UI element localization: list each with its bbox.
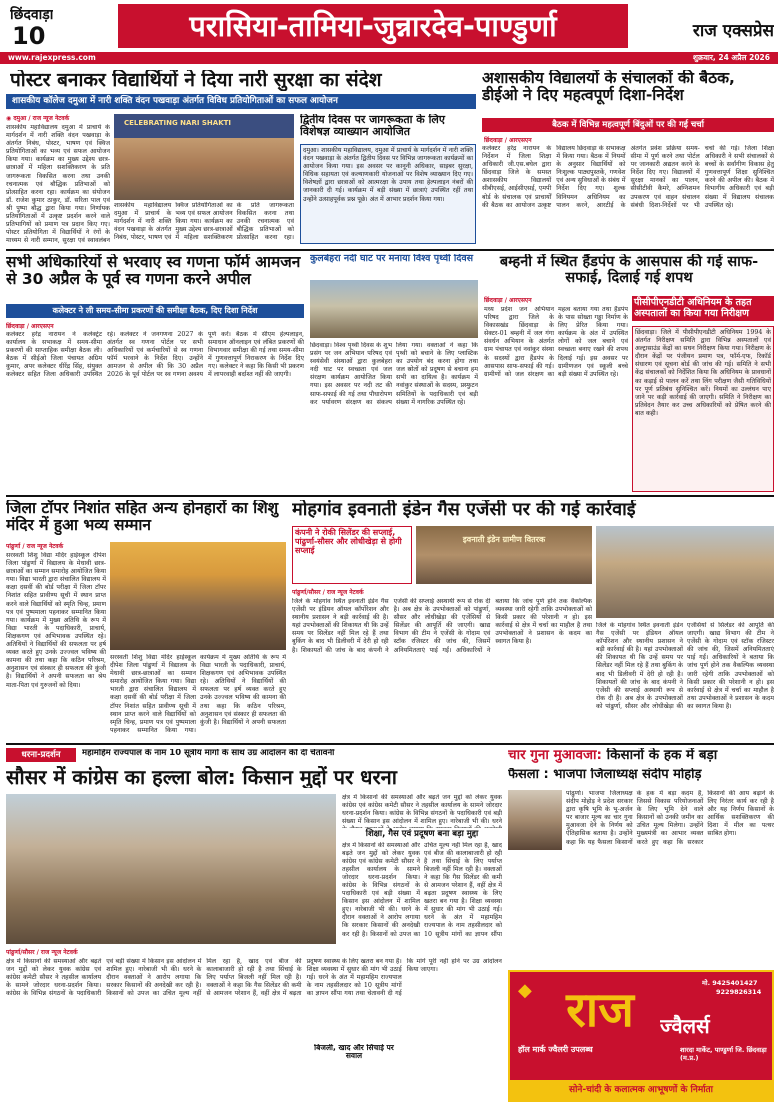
story-topper-samman <box>6 500 286 740</box>
story8-body: जिले के मोहगांव स्थित इवनाती इंडेन गैस एजेंसी पर इंडियन ऑयल कॉर्पोरेशन और स्थानीय प्रशासन ने बड़ी कार्रवाई की है। यहां उपभोक्ताओं की शिकायत थी कि उन्हें समय पर सिलेंडर नहीं मिल रहे हैं तथा बुकिंग के बाद भी डिलीवरी में देरी हो रही है। शिकायतों की जांच के बाद कंपनी ने एजेंसी की सप्लाई अस्थायी रूप से रोक दी है। अब क्षेत्र के उपभोक्ताओं को पांढुर्णा, सौसर और लोधीखेड़ा की एजेंसियों से सिलेंडर की आपूर्ति की जाएगी। खाद्य विभाग की टीम ने एजेंसी के गोदाम एवं स्टॉक रजिस्टर की जांच की, जिसमें अनियमितताएं पाई गईं। अधिकारियों ने बताया कि जांच पूर्ण होने तक वैकल्पिक व्यवस्था जारी रहेगी ताकि उपभोक्ताओं को किसी प्रकार की परेशानी न हो। इस कार्रवाई से क्षेत्र में चर्चा का माहौल है तथा उपभोक्ताओं ने प्रशासन के कदम का स्वागत किया है। <box>292 598 592 654</box>
masthead-city: छिंदवाड़ा <box>10 7 54 23</box>
story6-headline: पीसीपीएनडीटी अधिनियम के तहत अस्पतालों का किया गया निरीक्षण <box>632 296 774 321</box>
divider <box>6 743 774 745</box>
story-bamhani-handpump <box>484 254 774 492</box>
story-gas-agency <box>292 500 774 740</box>
story7-byline: पांढुर्णा / राज न्यूज नेटवर्क <box>6 543 64 550</box>
masthead-paper-name: राज एक्सप्रेस <box>692 21 774 41</box>
story1-body-cont: शासकीय महाविद्यालय दमुआ में प्राचार्य के मार्गदर्शन में नारी शक्ति वंदन पखवाड़ा के अंतर्गत निबंध, पोस्टर, भाषण एवं क्विज प्रतियोगिताओं का भव्य एवं सफल आयोजन किया गया। कार्यक्रम का मुख्य उद्देश्य छात्र-छात्राओं में महिला सशक्तिकरण के प्रति जागरूकता विकसित करना तथा उनकी रचनात्मक एवं बौद्धिक प्रतिभाओं को प्रोत्साहित करना रहा। <box>114 202 294 242</box>
story10-body: पांढुर्णा। भाजपा जिलाध्यक्ष संदीप मोहोड़ ने प्रदेश सरकार द्वारा कृषि भूमि के भू-अर्जन पर बाजार मूल्य का चार गुना मुआवजा देने के निर्णय को ऐतिहासिक बताया है। उन्होंने कहा कि यह फैसला किसानों के हक में बड़ा कदम है, जिससे विकास परियोजनाओं के लिए भूमि देने वाले किसानों को उनकी जमीन का उचित मूल्य मिलेगा। उन्होंने मुख्यमंत्री का आभार व्यक्त करते हुए कहा कि सरकार किसानों की आय बढ़ाने के लिए निरंतर कार्य कर रही है और यह निर्णय किसानों के आर्थिक सशक्तिकरण की दिशा में मील का पत्थर साबित होगा। <box>566 790 774 846</box>
story10-headline-b: फैसला : भाजपा जिलाध्यक्ष संदीप मोहोड़ <box>508 768 702 782</box>
story9-kicker-tag: धरना-प्रदर्शन <box>6 748 76 762</box>
story9-body: क्षेत्र में किसानों की समस्याओं और बढ़ते जन मुद्दों को लेकर युवक कांग्रेस एवं कांग्रेस कमेटी सौसर ने तहसील कार्यालय के सामने जोरदार धरना-प्रदर्शन किया। कांग्रेस के विभिन्न संगठनों के पदाधिकारी एवं बड़ी संख्या में किसान इस आंदोलन में शामिल हुए। नारेबाजी भी की। धरने के दौरान वक्ताओं ने आरोप लगाया कि सरकार किसानों की अनदेखी कर रही है। किसानों को उपज का उचित मूल्य नहीं मिल रहा है, खाद एवं बीज की कालाबाजारी हो रही है तथा सिंचाई के लिए पर्याप्त बिजली नहीं मिल रही है। वक्ताओं ने कहा कि गैस सिलेंडर की कमी से आमजन परेशान हैं, वहीं क्षेत्र में बढ़ता प्रदूषण स्वास्थ्य के लिए खतरा बन गया है। शिक्षा व्यवस्था में सुधार की मांग भी उठाई गई। धरने के अंत में महामहिम राज्यपाल के नाम तहसीलदार को 10 सूत्रीय मांगों का ज्ञापन सौंपा गया तथा चेतावनी दी गई कि मांगें पूरी नहीं होने पर उग्र आंदोलन किया जाएगा। <box>6 958 502 998</box>
story3-byline: छिंदवाड़ा / आरएसएन <box>6 323 54 330</box>
story8-photo-caption: कंपनी ने रोकी सिलेंडर की सप्लाई, पांढुर्णा-सौसर और लोधीखेड़ा से होगी सप्लाई <box>295 528 402 555</box>
story8-photo-signboard <box>416 526 592 584</box>
story5-headline: बम्हनी में स्थित हैंडपंप के आसपास की गई साफ-सफाई, दिलाई गई शपथ <box>499 254 759 287</box>
story1-byline-text: दमुआ / राज न्यूज नेटवर्क <box>13 115 70 122</box>
story3-headline: सभी अधिकारियों से भरवाए स्व गणना फॉर्म आमजन से 30 अप्रैल के पूर्व स्व गणना करने अपील <box>6 254 301 289</box>
story7-headline: जिला टॉपर निशांत सहित अन्य होनहारों का शिशु मंदिर में हुआ भव्य सम्मान <box>6 500 279 535</box>
story9-body-side2: क्षेत्र में किसानों की समस्याओं और बढ़ते जन मुद्दों को लेकर युवक कांग्रेस एवं कांग्रेस कमेटी सौसर ने तहसील कार्यालय के सामने जोरदार धरना-प्रदर्शन किया। कांग्रेस के विभिन्न संगठनों के पदाधिकारी एवं बड़ी संख्या में किसान इस आंदोलन में शामिल हुए। नारेबाजी भी की। धरने के दौरान वक्ताओं ने आरोप लगाया कि सरकार किसानों की अनदेखी कर रही है। किसानों को उपज का उचित मूल्य नहीं मिल रहा है, खाद एवं बीज की कालाबाजारी हो रही है तथा सिंचाई के लिए पर्याप्त बिजली नहीं मिल रही है। वक्ताओं ने कहा कि गैस सिलेंडर की कमी से आमजन परेशान हैं, वहीं क्षेत्र में बढ़ता प्रदूषण स्वास्थ्य के लिए खतरा बन गया है। शिक्षा व्यवस्था में सुधार की मांग भी उठाई गई। धरने के अंत में महामहिम राज्यपाल के नाम तहसीलदार को 10 सूत्रीय मांगों का ज्ञापन सौंपा <box>342 841 502 938</box>
story9-photo-main <box>6 794 336 944</box>
story9-kicker: महामहिम राज्यपाल के नाम 10 सूत्रीय मांगों के साथ उग्र आंदोलन की दी चेतावनी <box>82 749 335 758</box>
story3-body: कलेक्टर हरेंद्र नारायन ने कलेक्ट्रेट कार्यालय के सभाकक्ष में समय-सीमा प्रकरणों की साप्ताहिक समीक्षा बैठक ली। बैठक में सीईओ जिला पंचायत अग्रिम कुमार, अपर कलेक्टर धीरेंद्र सिंह, संयुक्त कलेक्टर सहित जिला अधिकारी उपस्थित रहे। कलेक्टर ने जनगणना 2027 के अंतर्गत स्व गणना पोर्टल पर सभी अधिकारियों एवं कर्मचारियों से स्व गणना फॉर्म भरवाने के निर्देश दिए। उन्होंने आमजन से अपील की कि 30 अप्रैल 2026 के पूर्व पोर्टल पर स्व गणना अवश्य पूर्ण करें। बैठक में सीएम हेल्पलाइन, समाधान ऑनलाइन एवं लंबित प्रकरणों की विभागवार समीक्षा की गई तथा समय-सीमा में गुणवत्तापूर्ण निराकरण के निर्देश दिए गए। कलेक्टर ने कहा कि किसी भी प्रकरण में लापरवाही बर्दाश्त नहीं की जाएगी। <box>6 331 304 379</box>
story10-photo <box>508 790 562 850</box>
story1-subhead: शासकीय कॉलेज दमुआ में नारी शक्ति वंदन पखवाड़ा अंतर्गत विविध प्रतियोगिताओं का सफल आयोजन <box>6 94 476 109</box>
story2-kicker: बैठक में विभिन्न महत्वपूर्ण बिंदुओं पर की गई चर्चा <box>482 118 774 132</box>
story2-byline: छिंदवाड़ा / आरएसएन <box>484 137 532 144</box>
story-swa-ganana <box>6 254 304 492</box>
story6-box <box>632 296 774 492</box>
story10-headline-line1 <box>508 748 774 763</box>
story8-photo-crowd <box>596 526 774 618</box>
story3-subhead: कलेक्टर ने ली समय-सीमा प्रकरणों की समीक्षा बैठक, दिए दिशा निर्देश <box>6 304 304 318</box>
story2-body: कलेक्टर हरेंद्र नारायन के निर्देशन में जिला शिक्षा अधिकारी जी.एस.बघेल द्वारा छिंदवाड़ा जिले के समस्त अशासकीय विद्यालयों सीबीएसई, आईसीएसई, एमपी बोर्ड के संचालक एवं प्राचार्यों की बैठक का आयोजन उत्कृष्ट विद्यालय छिंदवाड़ा के सभाकक्ष में किया गया। बैठक में नियमों के अनुसार विद्यार्थियों को निःशुल्क पाठ्यपुस्तकें, गणवेश एवं अन्य सुविधाओं के संबंध में निर्देश दिए गए। शुल्क विनियमन अधिनियम का पालन करने, आरटीई के अंतर्गत प्रवेश प्रक्रिया समय-सीमा में पूर्ण करने तथा पोर्टल पर जानकारी अद्यतन करने के निर्देश दिए गए। विद्यालयों में सुरक्षा मानकों का पालन, सीसीटीवी कैमरे, अग्निशमन उपकरण एवं वाहन संचालन संबंधी दिशा-निर्देशों पर भी चर्चा की गई। जिला शिक्षा अधिकारी ने सभी संचालकों से बच्चों के सर्वांगीण विकास हेतु गुणवत्तापूर्ण शिक्षा सुनिश्चित करने की अपील की। बैठक में विभागीय अधिकारी एवं बड़ी संख्या में विद्यालय संचालक उपस्थित रहे। <box>482 145 774 209</box>
story2-headline: अशासकीय विद्यालयों के संचालकों की बैठक, डीईओ ने दिए महत्वपूर्ण दिशा-निर्देश <box>482 70 735 105</box>
story9-body-side: क्षेत्र में किसानों की समस्याओं और बढ़ते जन मुद्दों को लेकर युवक कांग्रेस एवं कांग्रेस कमेटी सौसर ने तहसील कार्यालय के सामने जोरदार धरना-प्रदर्शन किया। कांग्रेस के विभिन्न संगठनों के पदाधिकारी एवं बड़ी संख्या में किसान इस आंदोलन में शामिल हुए। नारेबाजी भी की। धरने <box>342 794 502 826</box>
story10-headline-a: किसानों के हक में बड़ा <box>606 748 718 763</box>
story1-headline: पोस्टर बनाकर विद्यार्थियों ने दिया नारी सुरक्षा का संदेश <box>10 70 382 91</box>
story7-body: सरस्वती शिशु विद्या मंदिर हाईस्कूल दीपेश जिला पांढुर्णा में विद्यालय के मेधावी छात्र-छात्राओं का सम्मान समारोह आयोजित किया गया। विद्या भारती द्वारा संचालित विद्यालय में कक्षा दसवीं की बोर्ड परीक्षा में जिला टॉपर निशांत सहित प्रावीण्य सूची में स्थान प्राप्त करने वाले विद्यार्थियों को स्मृति चिन्ह, प्रमाण पत्र एवं पुष्पमाला पहनाकर सम्मानित किया गया। कार्यक्रम में मुख्य अतिथि के रूप में विद्या भारती के पदाधिकारी, प्राचार्य, शिक्षकगण एवं अभिभावक उपस्थित रहे। अतिथियों ने विद्यार्थियों की सफलता पर हर्ष व्यक्त करते हुए उनके उज्ज्वल भविष्य की कामना की तथा कहा कि कठिन परिश्रम, अनुशासन एवं संस्कार ही सफलता की कुंजी है। विद्यार्थियों ने अपनी सफलता का श्रेय माता-पिता एवं गुरुजनों को दिया। <box>6 552 106 689</box>
divider <box>6 249 774 251</box>
ad-footer: हॉल मार्क ज्वैलरी उपलब्ध <box>518 1045 593 1054</box>
divider <box>6 495 774 497</box>
story4-headline: कुलबेहरा नदी घाट पर मनाया विश्व पृथ्वी दिवस <box>310 254 474 264</box>
ad-phone-2: 9229826314 <box>716 988 762 996</box>
signboard-text: इवनाती इंडेन ग्रामीण वितरक <box>462 535 546 544</box>
story9-headline: सौसर में कांग्रेस का हल्ला बोल: किसान मुद्दों पर धरना <box>6 766 397 789</box>
story-char-guna-muavja <box>508 748 774 968</box>
ad-address: शारदा मार्केट, पाण्डुर्णा जि. छिंदवाड़ा (म.प्र.) <box>680 1046 767 1062</box>
story1-body: शासकीय महाविद्यालय दमुआ में प्राचार्य के मार्गदर्शन में नारी शक्ति वंदन पखवाड़ा के अंतर्गत निबंध, पोस्टर, भाषण एवं क्विज प्रतियोगिताओं का भव्य एवं सफल आयोजन किया गया। कार्यक्रम का मुख्य उद्देश्य छात्र-छात्राओं में महिला सशक्तिकरण के प्रति जागरूकता विकसित करना तथा उनकी रचनात्मक एवं बौद्धिक प्रतिभाओं को प्रोत्साहित करना रहा। कार्यक्रम का संयोजन डॉ. राजेश कुमार ठाकुर, डॉ. सरिता पाल एवं श्री पुष्पा बौद्ध द्वारा किया गया। निर्णायक प्रतियोगिताओं में उत्कृष्ट प्रदर्शन करने वाले प्रतिभागियों को प्रमाण पत्र प्रदान किए गए। पोस्टर प्रतियोगिता में विद्यार्थियों ने रंगों के माध्यम से नारी सम्मान, सुरक्षा एवं स्वावलंबन <box>6 124 110 244</box>
story6-body: छिंदवाड़ा। जिले में पीसीपीएनडीटी अधिनियम 1994 के अंतर्गत निरीक्षण समिति द्वारा विभिन्न अस्पतालों एवं अल्ट्रासाउंड केंद्रों का सघन निरीक्षण किया गया। निरीक्षण के दौरान केंद्रों पर पंजीयन प्रमाण पत्र, फॉर्म-एफ, रिकॉर्ड संधारण एवं सूचना बोर्ड की जांच की गई। समिति ने सभी केंद्र संचालकों को निर्देशित किया कि अधिनियम के प्रावधानों का कड़ाई से पालन करें तथा लिंग परीक्षण जैसी गतिविधियों पर पूर्ण प्रतिबंध सुनिश्चित करें। नियमों का उल्लंघन पाए जाने पर कड़ी कार्रवाई की जाएगी। समिति ने निरीक्षण का प्रतिवेदन तैयार कर उच्च अधिकारियों को प्रेषित करने की बात कही। <box>632 326 774 492</box>
masthead-page-number: 10 <box>12 22 46 50</box>
masthead-title: परासिया-तामिया-जुन्नारदेव-पाण्डुर्णा <box>118 4 628 48</box>
ad-gem-icon: ◆ <box>518 980 532 1001</box>
story9-subhead2: बिजली, खाद और सिंचाई पर सवाल <box>306 1044 402 1061</box>
masthead-band <box>0 52 778 64</box>
photo-banner-text: CELEBRATING NARI SHAKTI <box>124 119 232 127</box>
story1-box-body: दमुआ। शासकीय महाविद्यालय, दमुआ में प्राचार्य के मार्गदर्शन में नारी शक्ति वंदन पखवाड़ा के अंतर्गत द्वितीय दिवस पर विभिन्न जागरूकता कार्यक्रमों का आयोजन किया गया। इस अवसर पर कानूनी अधिकार, साइबर सुरक्षा, विधिक सहायता एवं कल्याणकारी योजनाओं पर विशेष व्याख्यान दिए गए। विशेषज्ञों द्वारा छात्राओं को आत्मरक्षा के उपाय तथा हेल्पलाइन नंबरों की जानकारी दी गई। कार्यक्रम में बड़ी संख्या में छात्राएं उपस्थित रहीं तथा उन्होंने उत्साहपूर्वक प्रश्न पूछे। अंत में आभार प्रदर्शन किया गया। <box>300 144 476 244</box>
story8-photo-caption-box <box>292 526 412 584</box>
story7-photo <box>110 542 286 650</box>
story1-photo <box>114 114 294 200</box>
story8-byline: पांढुर्णा/सौसर / राज न्यूज नेटवर्क <box>292 589 364 596</box>
story5-byline: छिंदवाड़ा / आरएसएन <box>484 297 532 304</box>
story7-body-cont: सरस्वती शिशु विद्या मंदिर हाईस्कूल दीपेश जिला पांढुर्णा में विद्यालय के मेधावी छात्र-छात्राओं का सम्मान समारोह आयोजित किया गया। विद्या भारती द्वारा संचालित विद्यालय में कक्षा दसवीं की बोर्ड परीक्षा में जिला टॉपर निशांत सहित प्रावीण्य सूची में स्थान प्राप्त करने वाले विद्यार्थियों को स्मृति चिन्ह, प्रमाण पत्र एवं पुष्पमाला पहनाकर सम्मानित किया गया। कार्यक्रम में मुख्य अतिथि के रूप में विद्या भारती के पदाधिकारी, प्राचार्य, शिक्षकगण एवं अभिभावक उपस्थित रहे। अतिथियों ने विद्यार्थियों की सफलता पर हर्ष व्यक्त करते हुए उनके उज्ज्वल भविष्य की कामना की तथा कहा कि कठिन परिश्रम, अनुशासन एवं संस्कार ही सफलता की कुंजी है। विद्यार्थियों ने अपनी सफलता <box>110 654 286 734</box>
story-earth-day <box>310 254 478 492</box>
story9-subhead1: शिक्षा, गैस एवं प्रदूषण बना बड़ा मुद्दा <box>365 829 479 839</box>
story8-headline: मोहगांव इवनाती इंडेन गैस एजेंसी पर की गई कार्रवाई <box>292 500 636 520</box>
ad-tagline: सोने-चांदी के कलात्मक आभूषणों के निर्माता <box>510 1080 772 1100</box>
issue-date: शुक्रवार, 24 अप्रैल 2026 <box>692 53 770 62</box>
story-congress-dharna <box>6 748 502 1102</box>
story1-box-title: द्वितीय दिवस पर जागरूकता के लिए विशेषज्ञ व्याख्यान आयोजित <box>300 114 445 139</box>
story8-body-right: जिले के मोहगांव स्थित इवनाती इंडेन गैस एजेंसी पर इंडियन ऑयल कॉर्पोरेशन और स्थानीय प्रशासन ने बड़ी कार्रवाई की है। यहां उपभोक्ताओं की शिकायत थी कि उन्हें समय पर सिलेंडर नहीं मिल रहे हैं तथा बुकिंग के बाद भी डिलीवरी में देरी हो रही है। शिकायतों की जांच के बाद कंपनी ने एजेंसी की सप्लाई अस्थायी रूप से रोक दी है। अब क्षेत्र के उपभोक्ताओं को पांढुर्णा, सौसर और लोधीखेड़ा की एजेंसियों से सिलेंडर की आपूर्ति की जाएगी। खाद्य विभाग की टीम ने एजेंसी के गोदाम एवं स्टॉक रजिस्टर की जांच की, जिसमें अनियमितताएं पाई गईं। अधिकारियों ने बताया कि जांच पूर्ण होने तक वैकल्पिक व्यवस्था जारी रहेगी ताकि उपभोक्ताओं को किसी प्रकार की परेशानी न हो। इस कार्रवाई से क्षेत्र में चर्चा का माहौल है तथा उपभोक्ताओं ने प्रशासन के कदम का स्वागत किया है। <box>596 622 774 710</box>
story1-byline <box>6 114 106 122</box>
website-link[interactable]: www.rajexpress.com <box>8 53 96 62</box>
story10-kicker: चार गुना मुआवजा: <box>508 748 602 763</box>
story-nari-suraksha <box>6 70 476 246</box>
pin-icon: ◉ <box>6 115 14 122</box>
story9-byline: पांढुर्णा/सौसर / राज न्यूज नेटवर्क <box>6 949 78 956</box>
story-deo-meeting <box>482 70 774 246</box>
ad-phone-1: मो. 9425401427 <box>702 979 758 987</box>
story5-body: मध्य प्रदेश जन अभियान परिषद द्वारा जिले के विकासखंड छिंदवाड़ा के सेक्टर-01 बम्हनी में जल गंगा संवर्धन अभियान के अंतर्गत ग्राम पंचायत एवं नवांकुर संस्था के सदस्यों द्वारा हैंडपंप के आसपास साफ-सफाई की गई। ग्रामीणों को जल संरक्षण का महत्व बताया गया तथा हैंडपंप के पास सोख्ता गड्ढा निर्माण के लिए प्रेरित किया गया। कार्यक्रम के अंत में उपस्थित लोगों को जल बचाने एवं स्वच्छता बनाए रखने की शपथ दिलाई गई। इस अवसर पर ग्रामीणजन एवं स्कूली बच्चे बड़ी संख्या में उपस्थित रहे। <box>484 306 628 378</box>
raj-jewellers-ad[interactable] <box>508 970 774 1102</box>
ad-brand: राज <box>566 982 634 1038</box>
story4-body: छिंदवाड़ा। विश्व पृथ्वी दिवस के शुभ प्रसंग पर जन अभियान परिषद एवं स्वयंसेवी संस्थाओं द्वारा कुलबेहरा नदी घाट पर स्वच्छता एवं जल संरक्षण कार्यक्रम आयोजित किया गया। इस अवसर पर नदी तट की साफ-सफाई की गई तथा पौधारोपण कर पर्यावरण संरक्षण का संकल्प लिया गया। वक्ताओं ने कहा कि पृथ्वी को बचाने के लिए प्लास्टिक का उपयोग बंद करना होगा तथा जल स्रोतों को प्रदूषण से बचाना हम सभी का दायित्व है। कार्यक्रम में नवांकुर संस्थाओं के सदस्य, प्रस्फुटन समितियों के पदाधिकारी एवं बड़ी संख्या में नागरिक उपस्थित रहे। <box>310 342 478 406</box>
masthead <box>0 0 778 66</box>
story9-side <box>342 794 502 944</box>
ad-brand-2: ज्वैलर्स <box>660 1014 710 1038</box>
story4-photo <box>310 280 478 338</box>
